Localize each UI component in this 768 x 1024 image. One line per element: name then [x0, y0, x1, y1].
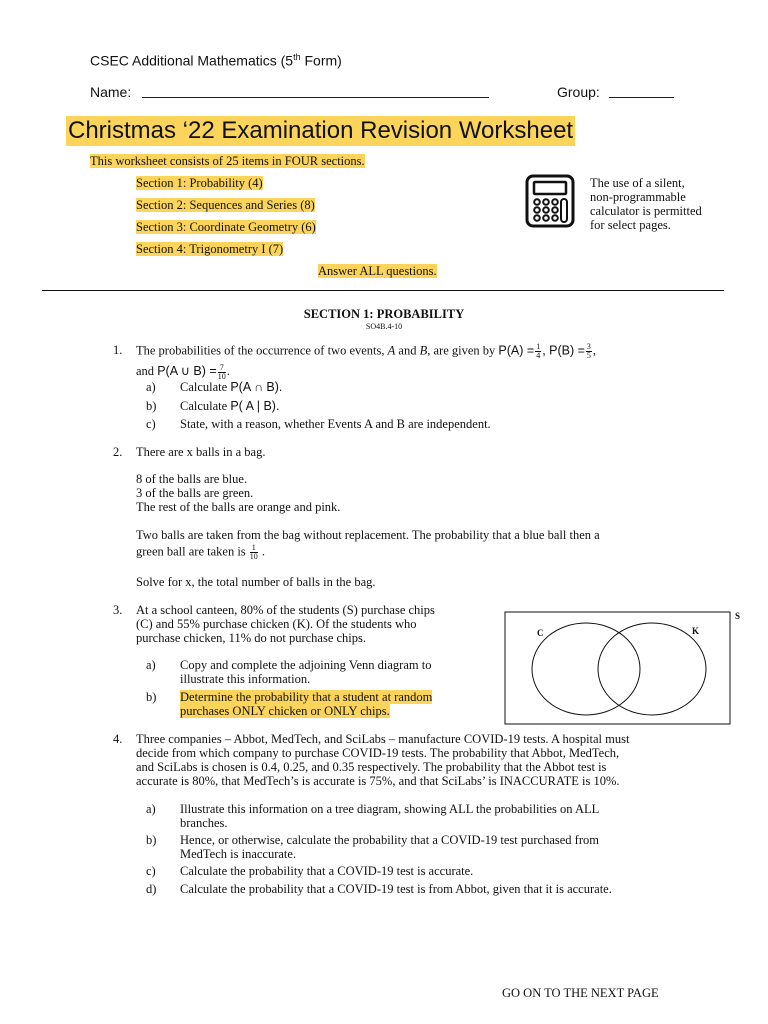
part-text: Calculate P( A | B). [180, 399, 280, 413]
part-label: a) [146, 802, 156, 816]
question-number: 1. [113, 343, 123, 357]
course-title: CSEC Additional Mathematics (5th Form) [90, 52, 342, 69]
question-text: At a school canteen, 80% of the students (S) purchase chips (C) and 55% purchase chicken (K). Of the students who purchase chicken, 11% do not purchase chips. [136, 603, 435, 645]
venn-label-k: K [692, 626, 700, 636]
venn-circle-k [598, 623, 706, 715]
group-field[interactable] [609, 97, 674, 98]
part-label: c) [146, 864, 156, 878]
question-number: 4. [113, 732, 123, 746]
question-text: green ball are taken is $\frac{1}{10}$ . [136, 543, 266, 561]
part-text: Calculate P(A ∩ B). [180, 380, 283, 394]
part-text: Copy and complete the adjoining Venn diagram to illustrate this information. [180, 658, 432, 686]
calculator-icon [524, 174, 576, 228]
divider [42, 290, 724, 291]
part-text: Calculate the probability that a COVID-19 test is from Abbot, given that it is accurate. [180, 882, 612, 896]
section-list-item: Section 1: Probability (4) [136, 176, 263, 190]
venn-label-s: S [735, 611, 741, 621]
part-label: d) [146, 882, 157, 896]
question-text: Solve for x, the total number of balls in the bag. [136, 575, 376, 589]
part-label: b) [146, 399, 157, 413]
question-text: The probabilities of the occurrence of two events, A and B, are given by P(A) = $\frac{1}{4}$ , P(B) = $\frac{3}{5}$ , [136, 342, 597, 360]
venn-label-c: C [537, 628, 544, 638]
answer-all-instruction: Answer ALL questions. [318, 264, 437, 278]
part-label: a) [146, 380, 156, 394]
venn-circle-c [532, 623, 640, 715]
part-label: b) [146, 690, 157, 704]
section-list-item: Section 4: Trigonometry I (7) [136, 242, 284, 256]
group-label: Group: [557, 84, 600, 100]
question-text: 8 of the balls are blue. 3 of the balls are green. The rest of the balls are orange and pink. [136, 472, 341, 514]
question-text: and P(A ∪ B) = $\frac{7}{10}$ . [136, 362, 230, 381]
name-field[interactable] [142, 97, 489, 98]
part-text: State, with a reason, whether Events A and B are independent. [180, 417, 491, 431]
question-text: There are x balls in a bag. [136, 445, 266, 459]
section-list-item: Section 2: Sequences and Series (8) [136, 198, 315, 212]
footer-next-page: GO ON TO THE NEXT PAGE [502, 986, 659, 1000]
section-code: SO4B.4-10 [365, 322, 403, 331]
part-label: a) [146, 658, 156, 672]
question-number: 3. [113, 603, 123, 617]
question-text: Two balls are taken from the bag without replacement. The probability that a blue ball then a [136, 528, 600, 542]
part-text: Illustrate this information on a tree diagram, showing ALL the probabilities on ALL branches. [180, 802, 600, 830]
question-number: 2. [113, 445, 123, 459]
part-label: c) [146, 417, 156, 431]
part-text: Hence, or otherwise, calculate the probability that a COVID-19 test purchased from MedTech is inaccurate. [180, 833, 599, 861]
intro-text: This worksheet consists of 25 items in FOUR sections. [90, 154, 365, 168]
section-list-item: Section 3: Coordinate Geometry (6) [136, 220, 316, 234]
part-text: Calculate the probability that a COVID-19 test is accurate. [180, 864, 474, 878]
part-text: Determine the probability that a student at random purchases ONLY chicken or ONLY chips. [180, 690, 433, 718]
question-text: Three companies – Abbot, MedTech, and SciLabs – manufacture COVID-19 tests. A hospital must decide from which company to purchase COVID-19 tests. The probability that Abbot, MedTech, and SciLabs is chosen is 0.4, 0.25, and 0.35 respectively. The probability that the Abbot test is accurate is 80%, that MedTech’s is accurate is 75%, and that SciLabs’ is INACCURATE is 10%. [136, 732, 630, 788]
section-heading: SECTION 1: PROBABILITY [303, 307, 465, 321]
name-label: Name: [90, 84, 132, 100]
part-label: b) [146, 833, 157, 847]
calculator-note: The use of a silent, non-programmable calculator is permitted for select pages. [590, 176, 702, 232]
page-title: Christmas ‘22 Examination Revision Worksheet [68, 117, 574, 144]
